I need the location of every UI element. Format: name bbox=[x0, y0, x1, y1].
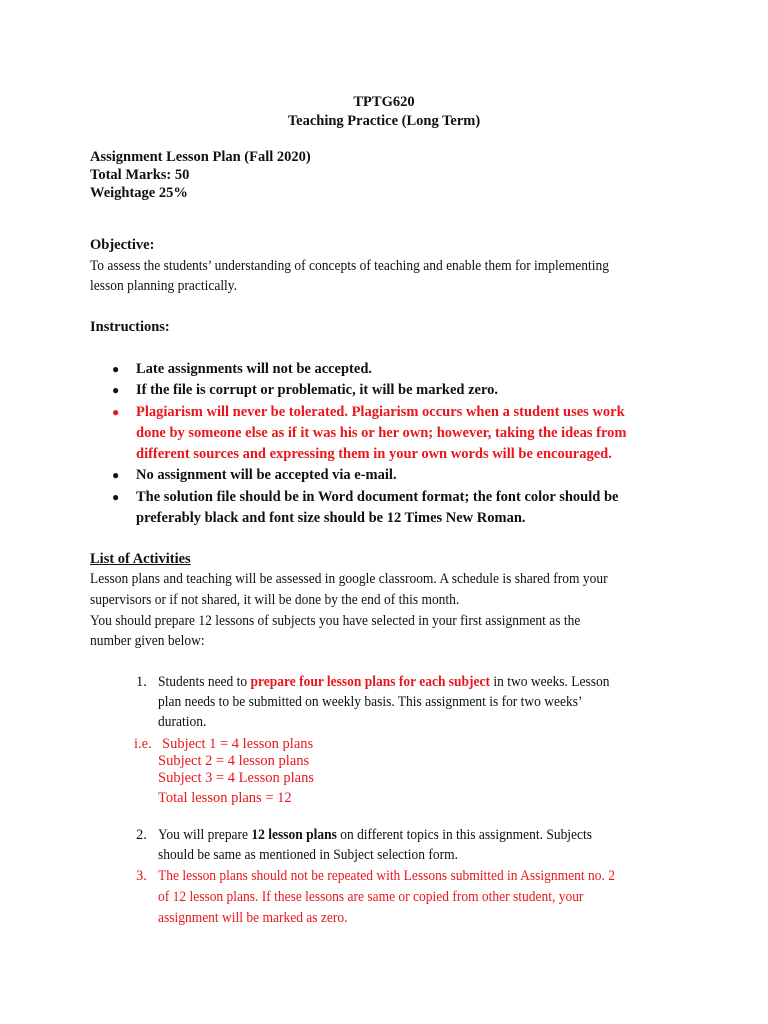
instruction-item-plagiarism-line-1: Plagiarism will never be tolerated. Plagiarism occurs when a student uses work bbox=[136, 404, 625, 420]
assignment-title: Assignment Lesson Plan (Fall 2020) bbox=[90, 149, 311, 165]
instruction-item-format-line-2: preferably black and font size should be 12 Times New Roman. bbox=[136, 510, 526, 526]
highlight-text: prepare four lesson plans for each subject bbox=[250, 674, 491, 690]
instruction-item: Late assignments will not be accepted. bbox=[136, 361, 373, 377]
bullet-icon: ● bbox=[112, 490, 120, 504]
example-line: Subject 3 = 4 Lesson plans bbox=[158, 770, 314, 786]
activity-item-3-line-2: of 12 lesson plans. If these lessons are same or copied from other student, your bbox=[158, 889, 584, 905]
weightage: Weightage 25% bbox=[90, 185, 188, 201]
example-total: Total lesson plans = 12 bbox=[158, 790, 292, 806]
activities-paragraph-line: number given below: bbox=[90, 633, 205, 649]
course-code: TPTG620 bbox=[353, 94, 415, 110]
bullet-icon: ● bbox=[112, 405, 120, 419]
bullet-icon: ● bbox=[112, 468, 120, 482]
example-line: Subject 1 = 4 lesson plans bbox=[162, 736, 314, 752]
objective-text-line-2: lesson planning practically. bbox=[90, 278, 238, 294]
activity-item-1-line-1: Students need to prepare four lesson plans for each subject in two weeks. Lesson bbox=[158, 674, 610, 690]
instruction-item: No assignment will be accepted via e-mail. bbox=[136, 467, 397, 483]
instructions-heading: Instructions: bbox=[90, 319, 170, 335]
example-line: Subject 2 = 4 lesson plans bbox=[158, 753, 310, 769]
list-number: 2. bbox=[136, 827, 147, 843]
example-prefix: i.e. bbox=[134, 736, 152, 752]
activity-item-3-line-3: assignment will be marked as zero. bbox=[158, 910, 348, 926]
bullet-icon: ● bbox=[112, 362, 120, 376]
total-marks: Total Marks: 50 bbox=[90, 167, 190, 183]
activity-item-1-line-3: duration. bbox=[158, 714, 207, 730]
instruction-item: If the file is corrupt or problematic, it will be marked zero. bbox=[136, 382, 499, 398]
activity-item-2-line-2: should be same as mentioned in Subject selection form. bbox=[158, 847, 458, 863]
list-number: 3. bbox=[136, 868, 147, 884]
activity-item-1-line-2: plan needs to be submitted on weekly basis. This assignment is for two weeks’ bbox=[158, 694, 583, 710]
activity-item-3-line-1: The lesson plans should not be repeated with Lessons submitted in Assignment no. 2 bbox=[158, 868, 615, 884]
list-number: 1. bbox=[136, 674, 147, 690]
activity-item-2-line-1: You will prepare 12 lesson plans on different topics in this assignment. Subjects bbox=[158, 827, 593, 843]
bullet-icon: ● bbox=[112, 383, 120, 397]
objective-heading: Objective: bbox=[90, 237, 155, 253]
objective-text-line-1: To assess the students’ understanding of concepts of teaching and enable them for implementing bbox=[90, 258, 609, 274]
activities-heading: List of Activities bbox=[90, 551, 191, 567]
activities-paragraph-line: You should prepare 12 lessons of subjects you have selected in your first assignment as the bbox=[90, 613, 581, 629]
activities-paragraph-line: supervisors or if not shared, it will be done by the end of this month. bbox=[90, 592, 460, 608]
instruction-item-format-line-1: The solution file should be in Word document format; the font color should be bbox=[136, 489, 619, 505]
instruction-item-plagiarism-line-2: done by someone else as if it was his or her own; however, taking the ideas from bbox=[136, 425, 627, 441]
activities-paragraph-line: Lesson plans and teaching will be assessed in google classroom. A schedule is shared from your bbox=[90, 571, 608, 587]
instruction-item-plagiarism-line-3: different sources and expressing them in your own words will be encouraged. bbox=[136, 446, 612, 462]
bold-text: 12 lesson plans bbox=[251, 827, 337, 843]
course-title: Teaching Practice (Long Term) bbox=[287, 113, 481, 129]
